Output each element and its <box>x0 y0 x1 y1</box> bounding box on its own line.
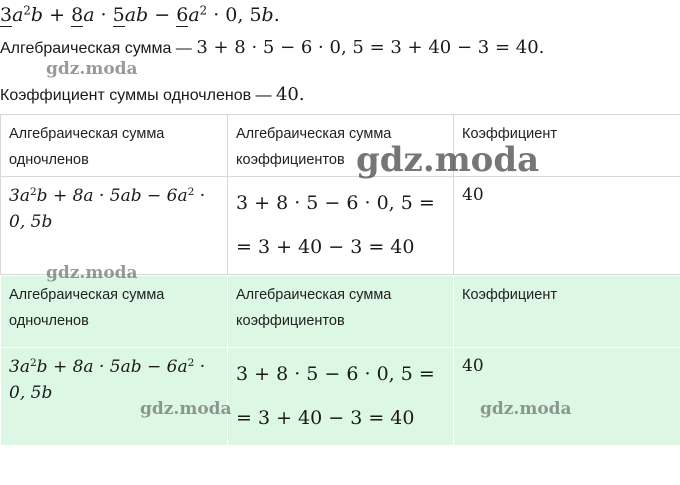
summary-table-green <box>0 275 680 446</box>
algebraic-sum-line <box>0 37 544 58</box>
coefficient-cell: 40 <box>454 348 680 446</box>
header-coefficient-sum: Алгебраическая сумма коэффициентов <box>228 115 454 177</box>
header-coefficient: Коэффициент <box>454 115 680 177</box>
header-monomial-sum: Алгебраическая сумма одночленов <box>1 276 228 348</box>
algebraic-sum-label: Алгебраическая сумма — <box>0 40 197 57</box>
coefficient-sum-cell: 3 + 8 · 5 − 6 · 0, 5 = = 3 + 40 − 3 = 40 <box>228 177 454 275</box>
header-coefficient-sum: Алгебраическая сумма коэффициентов <box>228 276 454 348</box>
coefficient-line <box>0 84 305 105</box>
header-monomial-sum: Алгебраическая сумма одночленов <box>1 115 228 177</box>
algebraic-sum-formula: 3 + 8 · 5 − 6 · 0, 5 = 3 + 40 − 3 = 40. <box>196 37 545 58</box>
table-header-row <box>1 276 680 348</box>
watermark: gdz.moda <box>46 263 138 283</box>
summary-table-plain <box>0 114 680 275</box>
watermark: gdz.moda <box>46 59 138 79</box>
watermark: gdz.moda <box>480 399 572 419</box>
coefficient-sum-cell: 3 + 8 · 5 − 6 · 0, 5 = = 3 + 40 − 3 = 40 <box>228 348 454 446</box>
table-row <box>1 348 680 446</box>
coefficient-label: Коэффициент суммы одночленов — <box>0 87 276 104</box>
monomial-sum-cell: $3a^2b + 8a \cdot 5ab - 6a^2$ · 0, 5b <box>1 177 228 275</box>
table-header-row <box>1 115 680 177</box>
coefficient-cell: 40 <box>454 177 680 275</box>
watermark-large: gdz.moda <box>356 140 540 180</box>
monomial-sum-expression: $3a^2b + 8a \cdot 5ab - 6a^2 \cdot 0$, 5b. <box>0 3 280 26</box>
monomial-sum-cell: $3a^2b + 8a \cdot 5ab - 6a^2$ · 0, 5b <box>1 348 228 446</box>
coefficient-value: 40. <box>275 84 305 105</box>
watermark: gdz.moda <box>140 399 232 419</box>
table-row <box>1 177 680 275</box>
header-coefficient: Коэффициент <box>454 276 680 348</box>
